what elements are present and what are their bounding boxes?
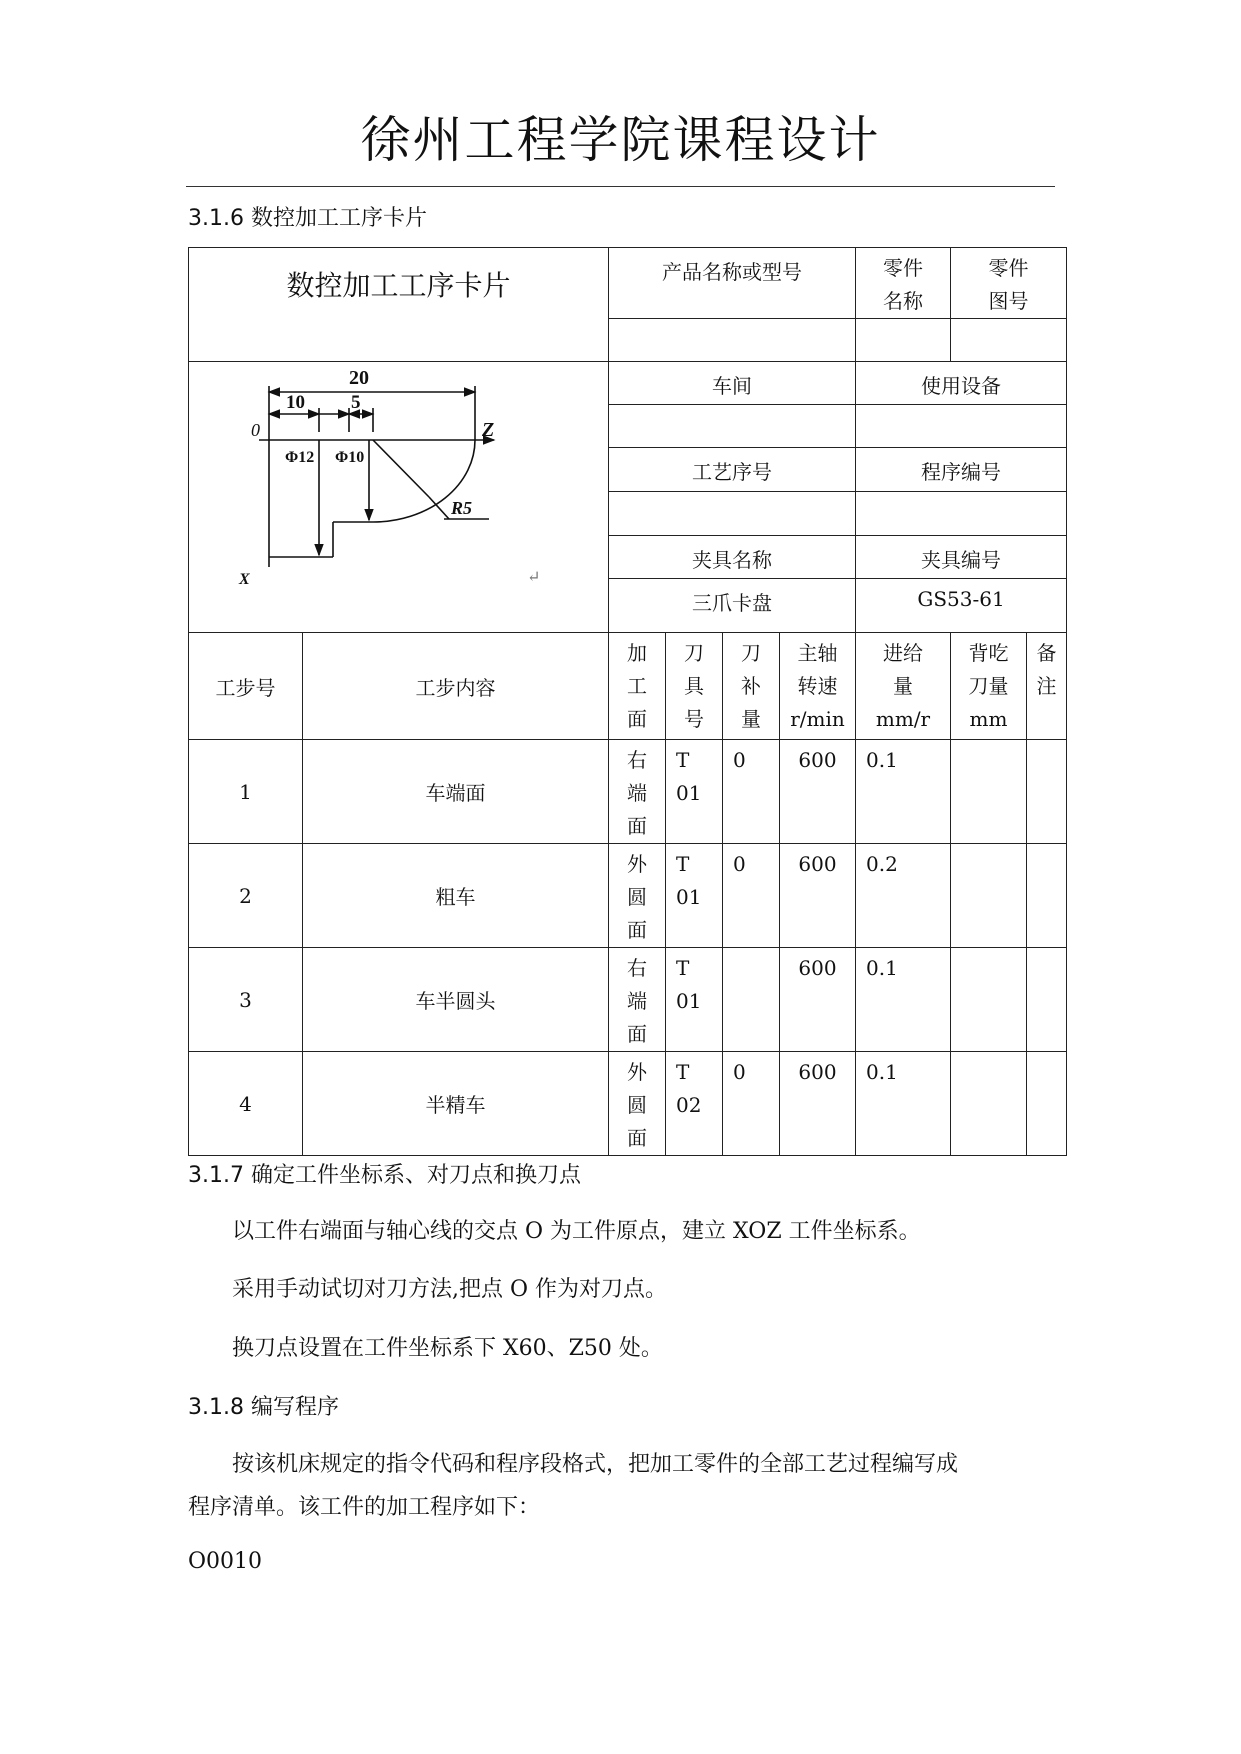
step-content: 车半圆头 — [303, 948, 609, 1052]
axis-x-label: X — [239, 571, 250, 588]
dia-b-label: Φ10 — [335, 449, 365, 466]
surface-char: 端 — [627, 781, 648, 805]
paragraph-program-line2: 程序清单。该工件的加工程序如下： — [188, 1495, 541, 1520]
tool-part: T — [676, 852, 690, 876]
col-remark-2: 注 — [1036, 674, 1057, 698]
step-feed: 0.1 — [856, 1052, 951, 1156]
step-remark — [1027, 948, 1067, 1052]
card-title: 数控加工工序卡片 — [286, 269, 511, 302]
program-no-value-cell — [856, 491, 1067, 535]
step-offset: 0 — [723, 740, 780, 844]
col-tool-1: 刀 — [684, 641, 705, 665]
fixture-no-label-cell — [856, 535, 1067, 579]
equipment-value-cell — [856, 404, 1067, 448]
col-header-step-no: 工步号 — [189, 633, 303, 740]
step-feed: 0.1 — [856, 740, 951, 844]
step-no: 3 — [189, 948, 303, 1052]
col-offset-3: 量 — [741, 707, 762, 731]
process-no-label: 工艺序号 — [692, 460, 773, 485]
col-spindle-2: 转速 — [797, 674, 838, 698]
step-tool — [666, 1052, 723, 1156]
product-value-cell — [609, 319, 856, 362]
step-surface — [609, 740, 666, 844]
col-tool-2: 具 — [684, 674, 705, 698]
surface-char: 面 — [627, 1022, 648, 1046]
surface-char: 右 — [627, 956, 648, 980]
axis-z-label: Z — [482, 419, 495, 441]
col-depth-1: 背吃 — [968, 641, 1009, 665]
fixture-name-value-cell — [609, 579, 856, 633]
part-name-label-cell — [856, 248, 951, 319]
part-no-label-1: 零件 — [988, 256, 1029, 280]
col-spindle-1: 主轴 — [797, 641, 838, 665]
dia-a-label: Φ12 — [285, 449, 315, 466]
return-mark: ↵ — [527, 569, 541, 586]
process-no-value-cell — [609, 491, 856, 535]
dim-total-label: 20 — [349, 367, 369, 389]
step-depth — [951, 740, 1027, 844]
surface-char: 外 — [627, 852, 648, 876]
col-spindle-3: r/min — [790, 707, 845, 731]
dim-a-label: 10 — [286, 392, 305, 413]
part-no-label-2: 图号 — [988, 289, 1029, 313]
workshop-value-cell — [609, 404, 856, 448]
surface-char: 端 — [627, 989, 648, 1013]
col-feed-3: mm/r — [875, 707, 931, 731]
table-row — [189, 1052, 1067, 1156]
header-rule — [186, 186, 1055, 187]
col-header-offset — [723, 633, 780, 740]
table-row — [189, 948, 1067, 1052]
paragraph-program-line1: 按该机床规定的指令代码和程序段格式，把加工零件的全部工艺过程编写成 — [232, 1452, 959, 1477]
col-depth-2: 刀量 — [968, 674, 1009, 698]
equipment-label-cell — [856, 362, 1067, 405]
step-depth — [951, 948, 1027, 1052]
table-row — [189, 844, 1067, 948]
surface-char: 面 — [627, 814, 648, 838]
tool-part: 01 — [676, 989, 702, 1013]
radius-label: R5 — [451, 498, 473, 518]
step-feed: 0.2 — [856, 844, 951, 948]
surface-char: 右 — [627, 748, 648, 772]
part-drawing-cell — [189, 362, 609, 633]
product-label-cell — [609, 248, 856, 319]
tool-part: T — [676, 956, 690, 980]
surface-char: 圆 — [627, 1093, 648, 1117]
step-tool — [666, 844, 723, 948]
table-row — [189, 740, 1067, 844]
surface-char: 外 — [627, 1060, 648, 1084]
paragraph-tool-setting: 采用手动试切对刀方法,把点 O 作为对刀点。 — [232, 1277, 668, 1302]
section-heading-3-1-8: 3.1.8 编写程序 — [188, 1395, 339, 1420]
col-depth-3: mm — [969, 707, 1008, 731]
part-name-value-cell — [856, 319, 951, 362]
tool-part: 01 — [676, 781, 702, 805]
step-spindle: 600 — [780, 948, 856, 1052]
col-offset-1: 刀 — [741, 641, 762, 665]
step-content: 半精车 — [303, 1052, 609, 1156]
part-no-label-cell — [951, 248, 1067, 319]
part-name-label-2: 名称 — [883, 289, 924, 313]
section-heading-3-1-7: 3.1.7 确定工件坐标系、对刀点和换刀点 — [188, 1163, 581, 1188]
process-card-table — [188, 247, 1067, 1156]
product-label: 产品名称或型号 — [662, 260, 803, 284]
step-surface — [609, 948, 666, 1052]
dim-b-label: 5 — [351, 392, 361, 413]
step-surface — [609, 1052, 666, 1156]
step-spindle: 600 — [780, 740, 856, 844]
program-no-label-cell — [856, 448, 1067, 492]
paragraph-origin: 以工件右端面与轴心线的交点 O 为工件原点，建立 XOZ 工件坐标系。 — [232, 1219, 921, 1244]
process-no-label-cell — [609, 448, 856, 492]
fixture-name-value: 三爪卡盘 — [692, 591, 773, 616]
col-feed-2: 量 — [893, 674, 914, 698]
tool-part: 01 — [676, 885, 702, 909]
step-remark — [1027, 740, 1067, 844]
workshop-label-cell — [609, 362, 856, 405]
col-surface-2: 工 — [627, 674, 648, 698]
step-depth — [951, 1052, 1027, 1156]
tool-part: T — [676, 748, 690, 772]
step-spindle: 600 — [780, 844, 856, 948]
tool-part: 02 — [676, 1093, 702, 1117]
origin-label: 0 — [251, 420, 260, 440]
program-no-label: 程序编号 — [921, 460, 1002, 485]
surface-char: 面 — [627, 1126, 648, 1150]
fixture-name-label-cell — [609, 535, 856, 579]
col-header-step-content: 工步内容 — [303, 633, 609, 740]
fixture-no-label: 夹具编号 — [921, 547, 1002, 572]
program-number: O0010 — [188, 1549, 263, 1574]
col-header-spindle — [780, 633, 856, 740]
fixture-name-label: 夹具名称 — [692, 547, 773, 572]
step-spindle: 600 — [780, 1052, 856, 1156]
step-no: 4 — [189, 1052, 303, 1156]
section-heading-3-1-6: 3.1.6 数控加工工序卡片 — [188, 206, 427, 231]
col-header-feed — [856, 633, 951, 740]
step-feed: 0.1 — [856, 948, 951, 1052]
step-offset: 0 — [723, 1052, 780, 1156]
part-drawing — [189, 362, 609, 627]
step-tool — [666, 948, 723, 1052]
col-surface-3: 面 — [627, 707, 648, 731]
part-no-value-cell — [951, 319, 1067, 362]
tool-part: T — [676, 1060, 690, 1084]
step-surface — [609, 844, 666, 948]
page-title: 徐州工程学院课程设计 — [360, 111, 881, 169]
step-remark — [1027, 1052, 1067, 1156]
step-depth — [951, 844, 1027, 948]
surface-char: 圆 — [627, 885, 648, 909]
col-tool-3: 号 — [684, 707, 705, 731]
fixture-no-value: GS53-61 — [917, 587, 1005, 612]
step-offset: 0 — [723, 844, 780, 948]
step-content: 车端面 — [303, 740, 609, 844]
col-header-tool — [666, 633, 723, 740]
step-offset — [723, 948, 780, 1052]
col-header-remark — [1027, 633, 1067, 740]
equipment-label: 使用设备 — [921, 374, 1002, 398]
part-name-label-1: 零件 — [883, 256, 924, 280]
step-remark — [1027, 844, 1067, 948]
col-feed-1: 进给 — [883, 641, 924, 665]
step-no: 1 — [189, 740, 303, 844]
step-tool — [666, 740, 723, 844]
col-surface-1: 加 — [627, 641, 648, 665]
col-remark-1: 备 — [1036, 641, 1057, 665]
fixture-no-value-cell — [856, 579, 1067, 633]
col-offset-2: 补 — [741, 674, 762, 698]
col-header-surface — [609, 633, 666, 740]
card-title-cell — [189, 248, 609, 362]
workshop-label: 车间 — [712, 374, 753, 398]
step-content: 粗车 — [303, 844, 609, 948]
surface-char: 面 — [627, 918, 648, 942]
step-no: 2 — [189, 844, 303, 948]
col-header-depth — [951, 633, 1027, 740]
paragraph-tool-change: 换刀点设置在工件坐标系下 X60、Z50 处。 — [232, 1336, 663, 1361]
